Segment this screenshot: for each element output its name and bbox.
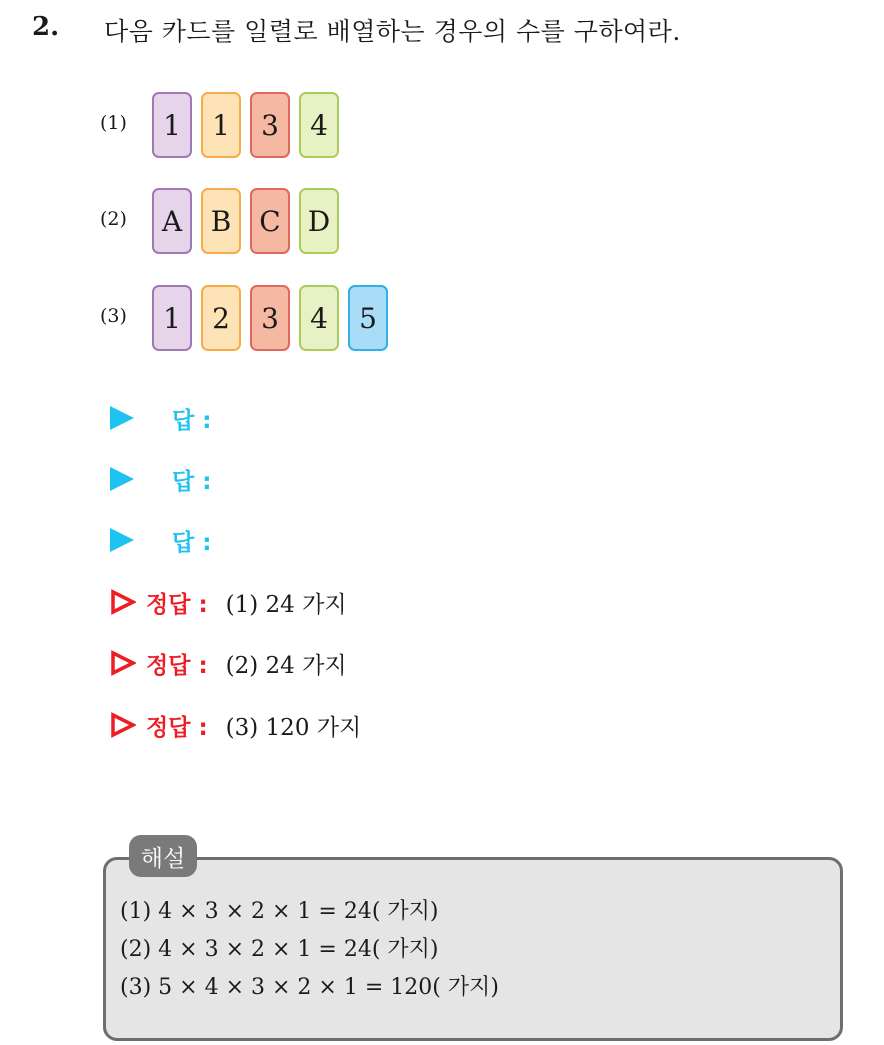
play-triangle-icon <box>110 467 134 491</box>
answer-label: 답 : <box>172 529 212 556</box>
correct-answer-value: (3) 120 가지 <box>225 714 362 741</box>
explanation-line: (2) 4 × 3 × 2 × 1 = 24( 가지) <box>120 937 439 962</box>
card: C <box>250 188 290 254</box>
answer-label: 답 : <box>172 407 212 434</box>
answer-line-3 <box>110 523 211 557</box>
explanation-title: 해설 <box>129 835 197 877</box>
correct-answer-value: (2) 24 가지 <box>225 652 347 679</box>
card-group <box>152 92 339 158</box>
problem-label: (3) <box>100 305 127 327</box>
question-number: 2. <box>32 12 60 42</box>
card: 3 <box>250 92 290 158</box>
card: 3 <box>250 285 290 351</box>
outline-triangle-icon <box>110 589 136 615</box>
card: B <box>201 188 241 254</box>
outline-triangle-icon <box>110 712 136 738</box>
problem-label: (1) <box>100 112 127 134</box>
card: 4 <box>299 92 339 158</box>
play-triangle-icon <box>110 528 134 552</box>
play-triangle-icon <box>110 406 134 430</box>
correct-answer-label: 정답 : <box>146 652 208 679</box>
card: A <box>152 188 192 254</box>
card: 1 <box>152 285 192 351</box>
card: 5 <box>348 285 388 351</box>
correct-answer-value: (1) 24 가지 <box>225 591 347 618</box>
card: 4 <box>299 285 339 351</box>
explanation-content <box>120 893 499 1007</box>
card-group <box>152 285 388 351</box>
answer-line-2 <box>110 462 211 496</box>
correct-answer-label: 정답 : <box>146 591 208 618</box>
question-text: 다음 카드를 일렬로 배열하는 경우의 수를 구하여라. <box>104 17 681 46</box>
problem-label: (2) <box>100 208 127 230</box>
card-group <box>152 188 339 254</box>
answer-label: 답 : <box>172 468 212 495</box>
answer-line-1 <box>110 401 211 435</box>
card: D <box>299 188 339 254</box>
explanation-line: (3) 5 × 4 × 3 × 2 × 1 = 120( 가지) <box>120 975 499 1000</box>
outline-triangle-icon <box>110 650 136 676</box>
correct-answer-line-1 <box>110 585 347 619</box>
card: 2 <box>201 285 241 351</box>
card: 1 <box>201 92 241 158</box>
explanation-line: (1) 4 × 3 × 2 × 1 = 24( 가지) <box>120 899 439 924</box>
correct-answer-label: 정답 : <box>146 714 208 741</box>
correct-answer-line-2 <box>110 646 347 680</box>
correct-answer-line-3 <box>110 708 361 742</box>
card: 1 <box>152 92 192 158</box>
